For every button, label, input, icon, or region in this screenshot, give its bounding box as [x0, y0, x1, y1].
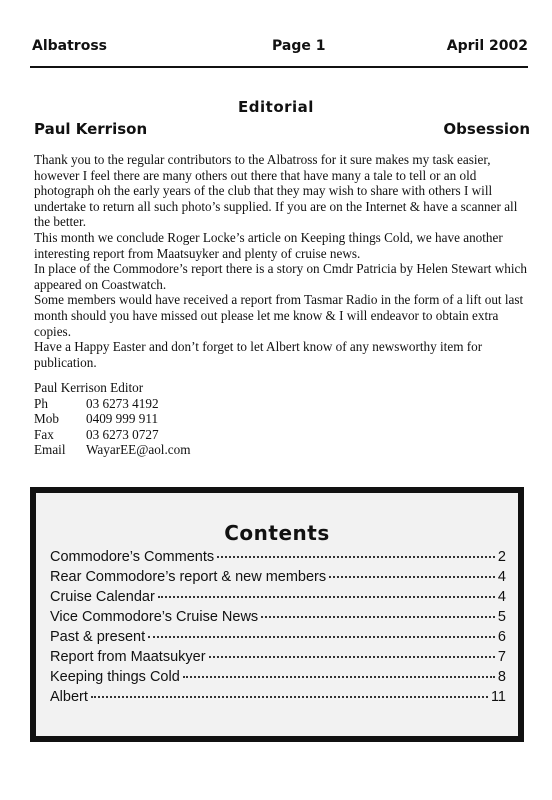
editorial-paragraph: Thank you to the regular contributors to the Albatross for it sure makes my task easier, however I feel there are many others out there that have many a tale to tell or an old photograph oh the early years of the club that they may wish to share with others I will undertake to return all such photo’s supplied. If you are on the Internet & have a scanner all the better.: [34, 152, 518, 230]
toc-leader: [91, 696, 488, 698]
issue-date: April 2002: [446, 38, 528, 54]
toc-entry[interactable]: [50, 629, 506, 649]
toc-page: 4: [497, 569, 506, 585]
editorial-paragraph: Some members would have received a report from Tasmar Radio in the form of a lift out last month should you have missed out please let me know & I will endeavor to obtain extra copies.: [34, 292, 524, 339]
page-number: Page 1: [272, 38, 326, 54]
editor-signature: Paul Kerrison Editor: [34, 380, 144, 395]
toc-title: Rear Commodore’s report & new members: [50, 569, 327, 585]
newsletter-name: Albatross: [32, 38, 107, 54]
toc-leader: [217, 556, 495, 558]
toc-entry[interactable]: [50, 569, 506, 589]
contents-title: Contents: [224, 521, 330, 545]
editorial-body: [34, 152, 534, 370]
toc-page: 6: [497, 629, 506, 645]
toc-page: 5: [497, 609, 506, 625]
toc-leader: [329, 576, 495, 578]
toc-title: Albert: [50, 689, 88, 705]
editorial-paragraph: This month we conclude Roger Locke’s article on Keeping things Cold, we have another interesting report from Maatsuyker and plenty of cruise news.: [34, 229, 503, 261]
contact-row: [34, 411, 190, 427]
toc-page: 4: [497, 589, 506, 605]
contact-label: Email: [34, 442, 66, 458]
toc-title: Vice Commodore’s Cruise News: [50, 609, 259, 625]
toc-entry[interactable]: [50, 549, 506, 569]
toc-title: Past & present: [50, 629, 146, 645]
editor-contact-block: [34, 380, 190, 458]
page-header: [30, 38, 528, 58]
header-divider: [30, 66, 528, 68]
toc-title: Report from Maatsukyer: [50, 649, 206, 665]
toc-page: 8: [497, 669, 506, 685]
contact-value: 03 6273 4192: [86, 395, 159, 411]
table-of-contents: [50, 549, 506, 709]
toc-page: 2: [497, 549, 506, 565]
contact-value: 03 6273 0727: [86, 426, 159, 442]
toc-entry[interactable]: [50, 609, 506, 629]
editorial-paragraph: In place of the Commodore’s report there is a story on Cmdr Patricia by Helen Stewart which appeared on Coastwatch.: [34, 261, 527, 292]
toc-page: 7: [497, 649, 506, 665]
toc-entry[interactable]: [50, 669, 506, 689]
editorial-paragraph: Have a Happy Easter and don’t forget to let Albert know of any newsworthy item for publication.: [34, 339, 483, 370]
toc-leader: [261, 616, 495, 618]
toc-title: Keeping things Cold: [50, 669, 180, 685]
contact-row: [34, 396, 190, 412]
contents-box: [30, 487, 524, 742]
boat-name: Obsession: [443, 120, 530, 138]
toc-entry[interactable]: [50, 589, 506, 609]
contact-row: [34, 442, 190, 458]
toc-leader: [209, 656, 495, 658]
contact-label: Mob: [34, 411, 59, 427]
toc-title: Cruise Calendar: [50, 589, 155, 605]
contact-row: [34, 427, 190, 443]
toc-title: Commodore’s Comments: [50, 549, 215, 565]
toc-entry[interactable]: [50, 649, 506, 669]
toc-leader: [183, 676, 495, 678]
toc-page: 11: [490, 689, 506, 705]
contact-email[interactable]: WayarEE@aol.com: [86, 442, 191, 458]
contact-label: Fax: [34, 426, 54, 442]
editorial-title: Editorial: [238, 98, 314, 116]
toc-leader: [158, 596, 495, 598]
contact-value: 0409 999 911: [86, 411, 159, 427]
contact-label: Ph: [34, 395, 48, 411]
editor-name: Paul Kerrison: [34, 120, 148, 138]
toc-entry[interactable]: [50, 689, 506, 709]
toc-leader: [148, 636, 495, 638]
